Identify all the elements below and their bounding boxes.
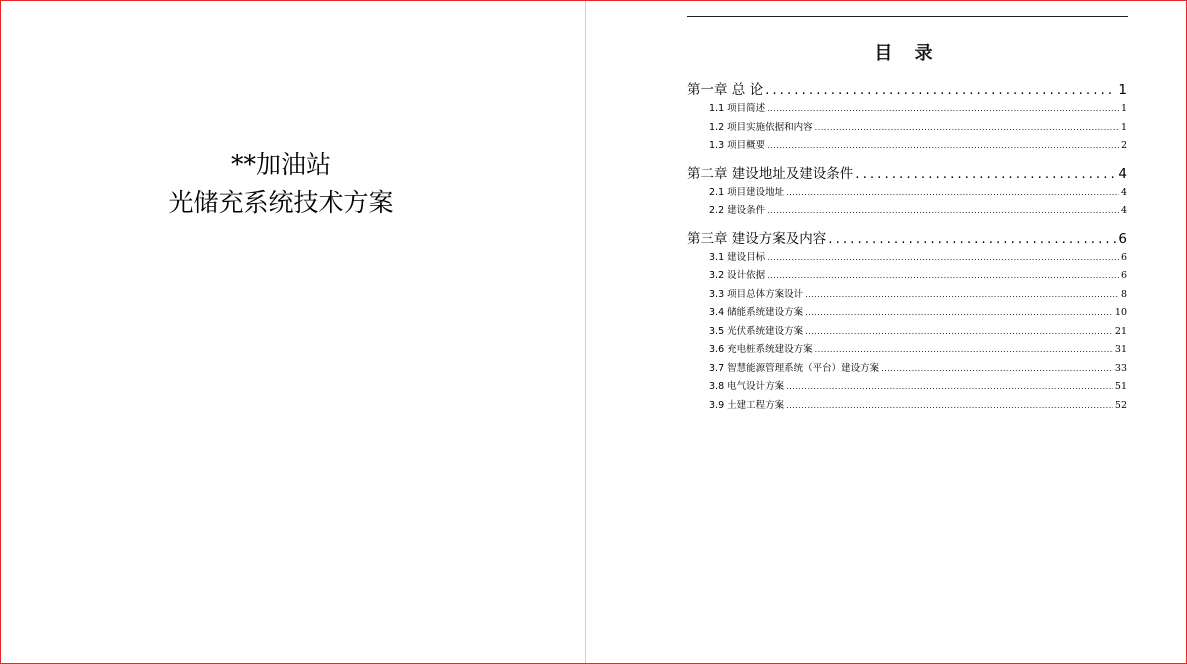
toc-section-label: 2.2 建设条件 xyxy=(709,205,766,216)
toc-page xyxy=(586,1,1186,663)
toc-section-page: 1 xyxy=(1120,121,1127,133)
toc-chapter-page: 4 xyxy=(1118,165,1127,182)
toc-section-page: 4 xyxy=(1120,186,1127,198)
toc-dot-leader xyxy=(767,271,1119,280)
toc-section-entry[interactable] xyxy=(687,323,1127,342)
toc-dot-leader xyxy=(815,345,1113,354)
header-rule xyxy=(687,16,1128,17)
toc-section-label: 3.1 建设目标 xyxy=(709,251,766,263)
toc-section-entry[interactable] xyxy=(687,360,1127,379)
toc-dot-leader xyxy=(767,206,1119,215)
toc-chapter-entry[interactable] xyxy=(687,162,1127,184)
toc-chapter-label: 第三章 建设方案及内容 xyxy=(687,230,827,247)
toc-section-entry[interactable] xyxy=(687,286,1127,305)
toc-section-entry[interactable] xyxy=(687,304,1127,323)
toc-section-entry[interactable] xyxy=(687,341,1127,360)
toc-section-entry[interactable] xyxy=(687,184,1127,203)
toc-section-label: 3.9 土建工程方案 xyxy=(709,399,785,411)
toc-section-label: 3.3 项目总体方案设计 xyxy=(709,288,804,300)
toc-dot-leader xyxy=(786,401,1113,410)
cover-title xyxy=(1,146,561,222)
table-of-contents xyxy=(687,78,1127,415)
toc-section-page: 4 xyxy=(1120,205,1127,216)
toc-chapter-entry[interactable] xyxy=(687,78,1127,100)
toc-dot-leader xyxy=(765,82,1116,98)
toc-section-label: 1.1 项目简述 xyxy=(709,103,766,114)
toc-section-page: 6 xyxy=(1120,270,1127,281)
toc-dot-leader xyxy=(815,123,1119,132)
toc-chapter-page: 1 xyxy=(1118,82,1127,98)
toc-section-label: 1.3 项目概要 xyxy=(709,140,766,151)
cover-page xyxy=(1,1,586,663)
toc-section-entry[interactable] xyxy=(687,397,1127,416)
toc-section-page: 21 xyxy=(1114,325,1127,337)
toc-section-entry[interactable] xyxy=(687,137,1127,156)
toc-section-label: 3.4 储能系统建设方案 xyxy=(709,307,804,318)
toc-section-label: 3.8 电气设计方案 xyxy=(709,381,785,392)
toc-section-page: 51 xyxy=(1114,381,1127,392)
toc-section-entry[interactable] xyxy=(687,100,1127,119)
toc-chapter-page: 6 xyxy=(1118,230,1127,247)
toc-section-label: 3.2 设计依据 xyxy=(709,270,766,281)
toc-section-page: 31 xyxy=(1114,344,1127,355)
toc-dot-leader xyxy=(786,382,1113,391)
toc-section-page: 6 xyxy=(1120,251,1127,263)
toc-dot-leader xyxy=(855,166,1116,182)
cover-title-line1: **加油站 xyxy=(230,150,331,179)
toc-dot-leader xyxy=(805,327,1113,336)
toc-dot-leader xyxy=(767,104,1119,113)
toc-section-page: 2 xyxy=(1120,140,1127,151)
toc-dot-leader xyxy=(828,231,1116,247)
toc-dot-leader xyxy=(881,364,1113,373)
toc-section-label: 2.1 项目建设地址 xyxy=(709,186,785,198)
toc-section-label: 3.6 充电桩系统建设方案 xyxy=(709,344,813,355)
toc-section-label: 1.2 项目实施依据和内容 xyxy=(709,121,813,133)
toc-section-entry[interactable] xyxy=(687,267,1127,286)
toc-section-page: 8 xyxy=(1120,288,1127,300)
toc-section-page: 1 xyxy=(1120,103,1127,114)
toc-section-page: 52 xyxy=(1114,399,1127,411)
toc-dot-leader xyxy=(805,290,1119,299)
toc-section-entry[interactable] xyxy=(687,378,1127,397)
cover-title-line2: 光储充系统技术方案 xyxy=(168,188,394,217)
toc-section-entry[interactable] xyxy=(687,202,1127,221)
toc-section-page: 10 xyxy=(1114,307,1127,318)
toc-section-label: 3.7 智慧能源管理系统（平台）建设方案 xyxy=(709,362,880,374)
toc-chapter-entry[interactable] xyxy=(687,227,1127,249)
toc-chapter-label: 第一章 总 论 xyxy=(687,82,764,98)
toc-dot-leader xyxy=(767,141,1119,150)
toc-title: 目 录 xyxy=(874,43,941,64)
toc-dot-leader xyxy=(805,308,1113,317)
toc-section-entry[interactable] xyxy=(687,249,1127,268)
toc-section-entry[interactable] xyxy=(687,119,1127,138)
toc-section-page: 33 xyxy=(1114,362,1127,374)
toc-dot-leader xyxy=(786,188,1119,197)
toc-section-label: 3.5 光伏系统建设方案 xyxy=(709,325,804,337)
toc-chapter-label: 第二章 建设地址及建设条件 xyxy=(687,165,854,182)
toc-dot-leader xyxy=(767,253,1119,262)
